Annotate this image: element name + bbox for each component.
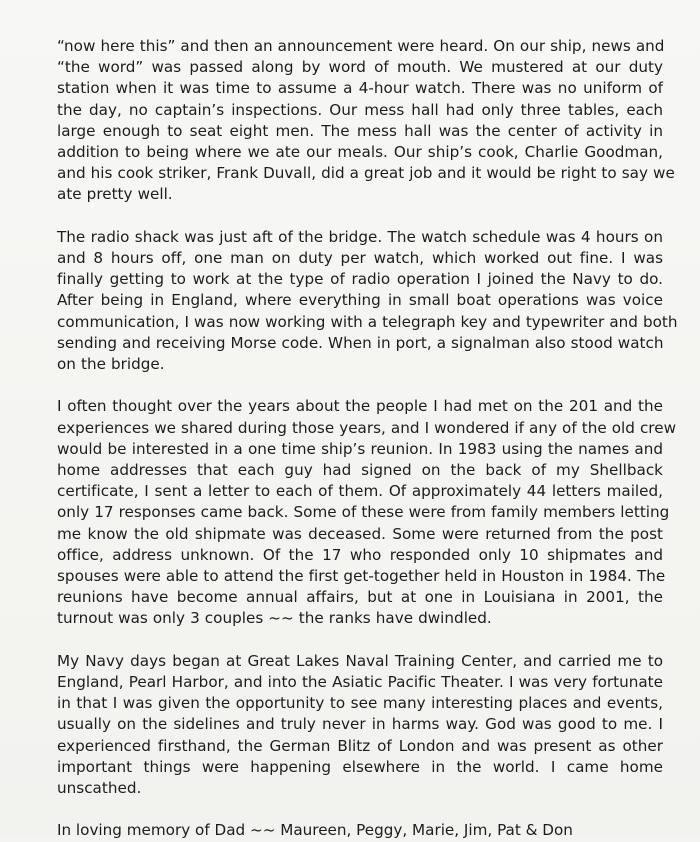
document-body [57,36,678,842]
paragraph-line: important things were happening elsewhere in the world. I came home [57,757,663,776]
paragraph-line: “the word” was passed along by word of mouth. We mustered at our duty [57,58,663,77]
paragraph-2 [57,227,678,375]
paragraph-line: reunions have become annual affairs, but at one in Louisiana in 2001, the [57,588,663,607]
paragraph-line: the day, no captain’s inspections. Our mess hall had only three tables, each [57,100,663,119]
paragraph-line: large enough to seat eight men. The mess hall was the center of activity in [57,121,663,140]
paragraph-line: would be interested in a one time ship’s reunion. In 1983 using the names and [57,439,663,458]
paragraph-line: I often thought over the years about the people I had met on the 201 and the [57,397,663,416]
paragraph-line: certificate, I sent a letter to each of them. Of approximately 44 letters mailed, [57,482,663,501]
paragraph-line: experienced firsthand, the German Blitz of London and was present as other [57,736,663,755]
paragraphs-container [57,36,678,799]
paragraph-line: ate pretty well. [57,185,173,204]
paragraph-line: unscathed. [57,779,142,798]
paragraph-line: After being in England, where everything in small boat operations was voice [57,291,663,310]
paragraph-line: and his cook striker, Frank Duvall, did a great job and it would be right to say we [57,164,675,183]
paragraph-line: turnout was only 3 couples ~~ the ranks have dwindled. [57,609,492,628]
paragraph-line: and 8 hours off, one man on duty per watch, which worked out fine. I was [57,249,663,268]
paragraph-line: spouses were able to attend the first get-together held in Houston in 1984. The [57,567,666,586]
paragraph-line: home addresses that each guy had signed on the back of my Shellback [57,461,663,480]
paragraph-line: My Navy days began at Great Lakes Naval Training Center, and carried me to [57,651,663,670]
paragraph-line: communication, I was now working with a telegraph key and typewriter and both [57,312,678,331]
paragraph-line: “now here this” and then an announcement were heard. On our ship, news and [57,37,665,55]
paragraph-line: only 17 responses came back. Some of these were from family members letting [57,503,670,522]
paragraph-line: usually on the sidelines and truly never in harms way. God was good to me. I [57,715,663,734]
paragraph-line: finally getting to work at the type of radio operation I joined the Navy to do. [57,270,663,289]
paragraph-1 [57,36,675,206]
signoff-text: In loving memory of Dad ~~ Maureen, Peggy, Marie, Jim, Pat & Don [57,821,573,840]
paragraph-line: experiences we shared during those years, and I wondered if any of the old crew [57,418,677,437]
paragraph-line: sending and receiving Morse code. When in port, a signalman also stood watch [57,333,664,352]
paragraph-line: in that I was given the opportunity to see many interesting places and events, [57,694,663,713]
paragraph-line: addition to being where we ate our meals. Our ship’s cook, Charlie Goodman, [57,143,663,162]
paragraph-line: office, address unknown. Of the 17 who responded only 10 shipmates and [57,545,663,564]
paragraph-line: The radio shack was just aft of the bridge. The watch schedule was 4 hours on [57,227,663,246]
paragraph-line: me know the old shipmate was deceased. Some were returned from the post [57,524,663,543]
paragraph-4 [57,651,663,799]
paragraph-line: on the bridge. [57,355,165,374]
paragraph-line: England, Pearl Harbor, and into the Asiatic Pacific Theater. I was very fortunate [57,673,663,692]
paragraph-3 [57,396,677,629]
paragraph-line: station when it was time to assume a 4-hour watch. There was no uniform of [57,79,663,98]
